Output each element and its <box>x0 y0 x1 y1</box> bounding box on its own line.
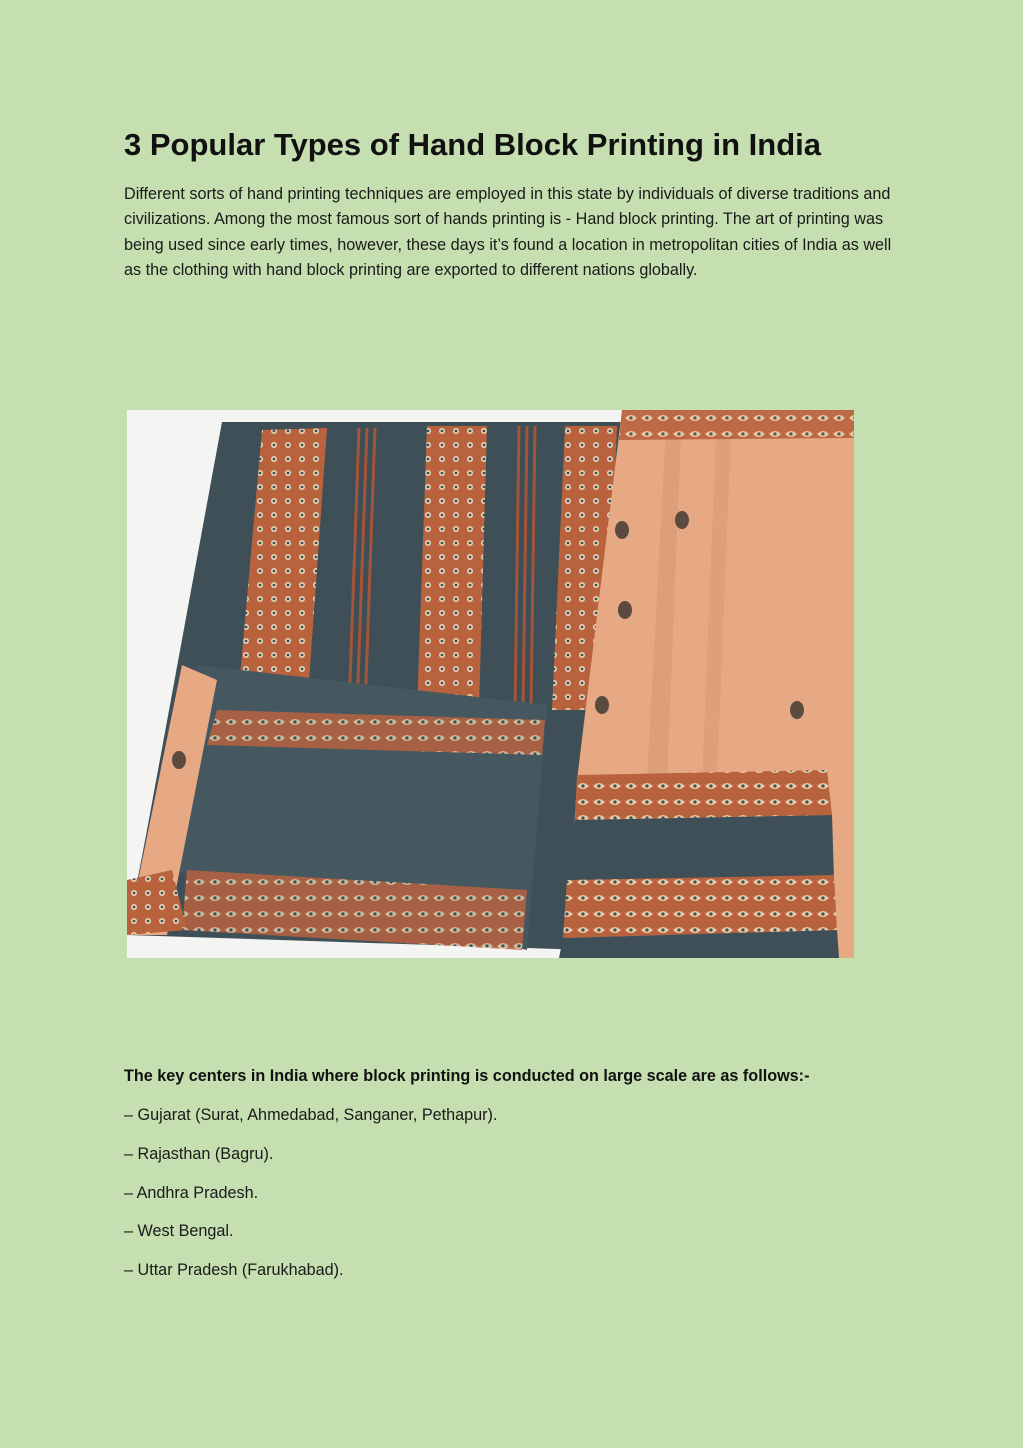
saree-photo <box>127 410 854 958</box>
list-item: – Andhra Pradesh. <box>124 1183 259 1202</box>
centers-heading: The key centers in India where block printing is conducted on large scale are as follows:- <box>124 1067 810 1085</box>
list-item: – West Bengal. <box>124 1222 234 1241</box>
centers-list <box>124 1103 497 1297</box>
list-item: – Gujarat (Surat, Ahmedabad, Sanganer, Pethapur). <box>124 1106 498 1124</box>
list-item: – Rajasthan (Bagru). <box>124 1144 274 1163</box>
page-title: 3 Popular Types of Hand Block Printing in India <box>124 127 822 162</box>
list-item: – Uttar Pradesh (Farukhabad). <box>124 1261 344 1280</box>
intro-paragraph: Different sorts of hand printing techniques are employed in this state by individuals of diverse traditions and civilizations. Among the most famous sort of hands printing is - Hand block printing. The art of printing was being used since early times, however, these days it’s found a location in metropolitan cities of India as well as the clothing with hand block printing are exported to different nations globally. <box>124 185 892 280</box>
